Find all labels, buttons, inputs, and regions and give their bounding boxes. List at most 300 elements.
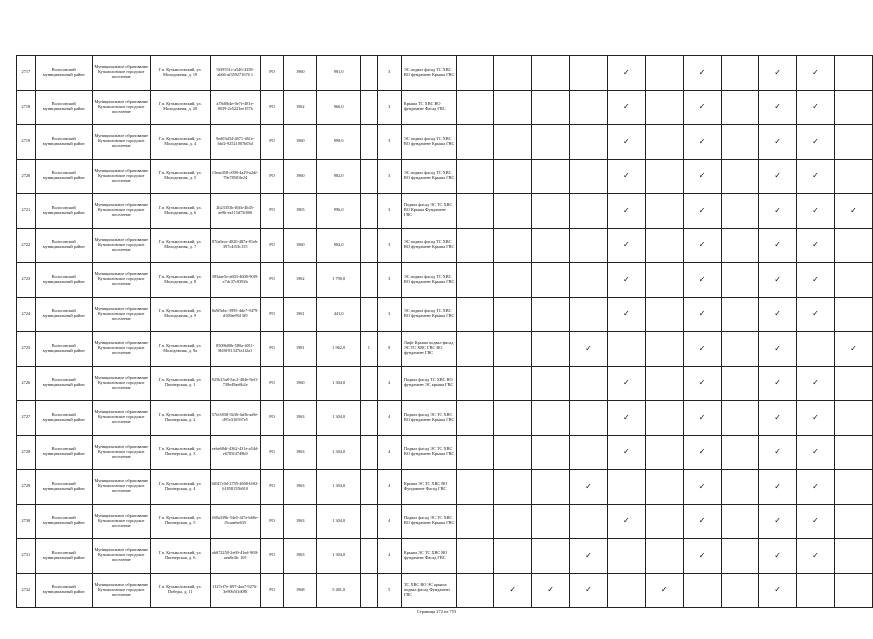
area-cell: 996,0 (317, 194, 361, 229)
checkmark-cell (607, 332, 645, 367)
elevator-count-cell (361, 125, 378, 160)
address-cell: Г.п. Кузьмоловский, ул. Молодежная, д. 6 (150, 194, 210, 229)
guid-cell: 8509b00b-580a-4011-8b98-81347fa1f2a1 (210, 332, 260, 367)
checkmark-cell (721, 56, 759, 91)
area-cell: 982,0 (317, 159, 361, 194)
works-list-cell: Подвал фасад ЭС ТС ХВС ВО фундамент Крыша ГВС (401, 435, 456, 470)
guid-cell: f68a339b-54e5-4f7a-b60e-f5caaebe635 (210, 504, 260, 539)
checkmark-cell (834, 366, 872, 401)
guid-cell: a78d0b4e-0e7e-481e-8039-2e5221ee157b (210, 90, 260, 125)
checkmark-cell (834, 297, 872, 332)
checkmark-cell: ✓ (607, 297, 645, 332)
works-list-cell: Подвал фасад ЭС ТС ХВС ВО фундамент Крыша ГВС (401, 401, 456, 436)
checkmark-cell (532, 297, 570, 332)
checkmark-cell (532, 470, 570, 505)
checkmark-cell (570, 401, 608, 436)
floors-cell: 3 (377, 297, 401, 332)
checkmark-cell (834, 159, 872, 194)
checkmark-cell: ✓ (607, 159, 645, 194)
checkmark-cell (456, 125, 494, 160)
district-cell: Волосовский муниципальный район (35, 297, 92, 332)
year-cell: 1960 (284, 56, 317, 91)
works-list-cell: Подвал фасад ТС ХВС ВО фундамент ЭС крыша ГВС (401, 366, 456, 401)
checkmark-cell (456, 366, 494, 401)
checkmark-cell (721, 435, 759, 470)
checkmark-cell: ✓ (532, 573, 570, 608)
table-row (17, 539, 873, 574)
checkmark-cell (645, 159, 683, 194)
checkmark-cell: ✓ (759, 401, 797, 436)
row-number-cell: 2730 (17, 504, 36, 539)
address-cell: Г.п. Кузьмоловский, ул. Пионерская, д. 6 (150, 539, 210, 574)
checkmark-cell (721, 366, 759, 401)
table-row (17, 90, 873, 125)
row-number-cell: 2723 (17, 263, 36, 298)
checkmark-cell: ✓ (570, 573, 608, 608)
checkmark-cell: ✓ (759, 263, 797, 298)
address-cell: Г.п. Кузьмоловский, ул. Пионерская, д. 4 (150, 470, 210, 505)
table-row (17, 470, 873, 505)
checkmark-cell: ✓ (607, 56, 645, 91)
elevator-count-cell (361, 401, 378, 436)
table-row (17, 366, 873, 401)
checkmark-cell (570, 435, 608, 470)
checkmark-cell: ✓ (797, 90, 835, 125)
checkmark-cell (607, 573, 645, 608)
type-cell: РО (260, 470, 283, 505)
checkmark-cell: ✓ (759, 470, 797, 505)
area-cell: 1 304,0 (317, 401, 361, 436)
checkmark-cell: ✓ (683, 332, 721, 367)
checkmark-cell (494, 366, 532, 401)
type-cell: РО (260, 263, 283, 298)
checkmark-cell: ✓ (759, 194, 797, 229)
register-table (16, 55, 873, 608)
checkmark-cell (456, 90, 494, 125)
checkmark-cell (494, 401, 532, 436)
row-number-cell: 2725 (17, 332, 36, 367)
checkmark-cell (834, 470, 872, 505)
guid-cell: f127ef7e-ff97-4aa7-9276-3e90b5f1d08f (210, 573, 260, 608)
municipality-cell: Муниципальное образование Кузьмоловское городское поселение (92, 194, 150, 229)
district-cell: Волосовский муниципальный район (35, 56, 92, 91)
checkmark-cell: ✓ (607, 504, 645, 539)
type-cell: РО (260, 539, 283, 574)
row-number-cell: 2729 (17, 470, 36, 505)
floors-cell: 3 (377, 159, 401, 194)
municipality-cell: Муниципальное образование Кузьмоловское городское поселение (92, 332, 150, 367)
area-cell: 5 481,0 (317, 573, 361, 608)
checkmark-cell: ✓ (607, 263, 645, 298)
checkmark-cell (570, 159, 608, 194)
guid-cell: 9f39551c-a546-4358-ab66-af359271676 1 (210, 56, 260, 91)
floors-cell: 3 (377, 263, 401, 298)
checkmark-cell: ✓ (759, 159, 797, 194)
checkmark-cell (721, 504, 759, 539)
year-cell: 1960 (284, 366, 317, 401)
address-cell: Г.п. Кузьмоловский, ул. Молодежная, д. 4 (150, 125, 210, 160)
table-row (17, 228, 873, 263)
type-cell: РО (260, 159, 283, 194)
works-list-cell: Крыша ТС ХВС ВО фундамент Фасад ГВС (401, 90, 456, 125)
checkmark-cell (834, 573, 872, 608)
checkmark-cell: ✓ (797, 297, 835, 332)
address-cell: Г.п. Кузьмоловский, ул. Молодежная, д. 7 (150, 228, 210, 263)
checkmark-cell (456, 504, 494, 539)
checkmark-cell: ✓ (683, 539, 721, 574)
checkmark-cell (570, 297, 608, 332)
district-cell: Волосовский муниципальный район (35, 504, 92, 539)
row-number-cell: 2719 (17, 125, 36, 160)
type-cell: РО (260, 573, 283, 608)
municipality-cell: Муниципальное образование Кузьмоловское городское поселение (92, 573, 150, 608)
checkmark-cell (494, 504, 532, 539)
table-row (17, 56, 873, 91)
works-list-cell: Крыша ЭС ТС ХВС ВО фундамент Фасад ГВС (401, 539, 456, 574)
checkmark-cell (494, 125, 532, 160)
municipality-cell: Муниципальное образование Кузьмоловское городское поселение (92, 56, 150, 91)
year-cell: 1963 (284, 435, 317, 470)
table-row (17, 504, 873, 539)
checkmark-cell (570, 90, 608, 125)
guid-cell: 925b15a8-5ac2-404e-9ef1-738e49ae6b2e (210, 366, 260, 401)
year-cell: 1963 (284, 504, 317, 539)
area-cell: 981,0 (317, 56, 361, 91)
district-cell: Волосовский муниципальный район (35, 263, 92, 298)
checkmark-cell (721, 332, 759, 367)
area-cell: 1 304,0 (317, 504, 361, 539)
year-cell: 1961 (284, 297, 317, 332)
row-number-cell: 2727 (17, 401, 36, 436)
address-cell: Г.п. Кузьмоловский, ул. Молодежная, д. 20 (150, 90, 210, 125)
elevator-count-cell (361, 263, 378, 298)
checkmark-cell (456, 573, 494, 608)
floors-cell: 3 (377, 194, 401, 229)
checkmark-cell (607, 539, 645, 574)
guid-cell: f3eae458-c098-4a29-a2df-79e785f0fe24 (210, 159, 260, 194)
checkmark-cell (721, 263, 759, 298)
checkmark-cell: ✓ (494, 573, 532, 608)
guid-cell: 8a9f5ebc-3995-4de7-9479-d109ae9613f9 (210, 297, 260, 332)
checkmark-cell: ✓ (797, 504, 835, 539)
area-cell: 982,0 (317, 228, 361, 263)
row-number-cell: 2720 (17, 159, 36, 194)
checkmark-cell: ✓ (607, 401, 645, 436)
works-list-cell: Подвал фасад ЭС ТС ХВС ВО Крыша Фундамент ГВС (401, 194, 456, 229)
checkmark-cell (456, 435, 494, 470)
checkmark-cell: ✓ (570, 539, 608, 574)
checkmark-cell: ✓ (759, 573, 797, 608)
checkmark-cell (645, 366, 683, 401)
checkmark-cell: ✓ (797, 159, 835, 194)
guid-cell: 393aae5e-a603-4608-90f9-e7dc37c8392b (210, 263, 260, 298)
checkmark-cell (721, 470, 759, 505)
checkmark-cell (532, 435, 570, 470)
municipality-cell: Муниципальное образование Кузьмоловское городское поселение (92, 435, 150, 470)
elevator-count-cell (361, 573, 378, 608)
year-cell: 1962 (284, 263, 317, 298)
checkmark-cell (834, 125, 872, 160)
checkmark-cell: ✓ (797, 228, 835, 263)
type-cell: РО (260, 435, 283, 470)
checkmark-cell: ✓ (797, 470, 835, 505)
type-cell: РО (260, 194, 283, 229)
checkmark-cell (456, 228, 494, 263)
elevator-count-cell (361, 435, 378, 470)
checkmark-cell: ✓ (759, 228, 797, 263)
district-cell: Волосовский муниципальный район (35, 366, 92, 401)
municipality-cell: Муниципальное образование Кузьмоловское городское поселение (92, 125, 150, 160)
checkmark-cell (532, 504, 570, 539)
elevator-count-cell (361, 504, 378, 539)
checkmark-cell: ✓ (834, 194, 872, 229)
row-number-cell: 2721 (17, 194, 36, 229)
table-row (17, 297, 873, 332)
guid-cell: ab672250-2e69-41ed-9f8f-aea8e4fc 105 (210, 539, 260, 574)
checkmark-cell: ✓ (607, 435, 645, 470)
checkmark-cell: ✓ (797, 194, 835, 229)
year-cell: 1960 (284, 125, 317, 160)
checkmark-cell: ✓ (797, 125, 835, 160)
table-row (17, 332, 873, 367)
checkmark-cell (456, 194, 494, 229)
checkmark-cell (797, 573, 835, 608)
checkmark-cell: ✓ (607, 125, 645, 160)
row-number-cell: 2722 (17, 228, 36, 263)
guid-cell: 87fa0ece-4020-487a-81eb-397c4f53c155 (210, 228, 260, 263)
type-cell: РО (260, 504, 283, 539)
checkmark-cell (456, 470, 494, 505)
checkmark-cell (494, 332, 532, 367)
checkmark-cell (494, 228, 532, 263)
district-cell: Волосовский муниципальный район (35, 401, 92, 436)
checkmark-cell (834, 401, 872, 436)
checkmark-cell (721, 573, 759, 608)
checkmark-cell (570, 504, 608, 539)
year-cell: 1960 (284, 228, 317, 263)
floors-cell: 3 (377, 90, 401, 125)
checkmark-cell (645, 90, 683, 125)
checkmark-cell (494, 56, 532, 91)
checkmark-cell (797, 332, 835, 367)
elevator-count-cell (361, 539, 378, 574)
page-number: Страница 272 из 753 (416, 609, 457, 614)
table-row (17, 159, 873, 194)
municipality-cell: Муниципальное образование Кузьмоловское городское поселение (92, 297, 150, 332)
checkmark-cell: ✓ (759, 56, 797, 91)
checkmark-cell (456, 263, 494, 298)
type-cell: РО (260, 332, 283, 367)
checkmark-cell: ✓ (683, 90, 721, 125)
floors-cell: 3 (377, 125, 401, 160)
checkmark-cell (456, 332, 494, 367)
guid-cell: 57fe3838-5b36-4a0b-aa9e-d91e316597e5 (210, 401, 260, 436)
year-cell: 1968 (284, 573, 317, 608)
checkmark-cell: ✓ (683, 504, 721, 539)
row-number-cell: 2717 (17, 56, 36, 91)
floors-cell: 4 (377, 470, 401, 505)
checkmark-cell (721, 125, 759, 160)
type-cell: РО (260, 228, 283, 263)
checkmark-cell: ✓ (834, 332, 872, 367)
checkmark-cell: ✓ (759, 125, 797, 160)
checkmark-cell: ✓ (683, 401, 721, 436)
row-number-cell: 2718 (17, 90, 36, 125)
type-cell: РО (260, 56, 283, 91)
elevator-count-cell (361, 56, 378, 91)
checkmark-cell (607, 470, 645, 505)
checkmark-cell: ✓ (683, 194, 721, 229)
checkmark-cell (456, 297, 494, 332)
municipality-cell: Муниципальное образование Кузьмоловское городское поселение (92, 539, 150, 574)
elevator-count-cell (361, 159, 378, 194)
checkmark-cell (570, 263, 608, 298)
checkmark-cell (834, 90, 872, 125)
floors-cell: 4 (377, 435, 401, 470)
checkmark-cell (645, 504, 683, 539)
checkmark-cell (834, 435, 872, 470)
checkmark-cell: ✓ (759, 90, 797, 125)
address-cell: Г.п. Кузьмоловский, ул. Молодежная, д. 19 (150, 56, 210, 91)
checkmark-cell: ✓ (797, 56, 835, 91)
checkmark-cell: ✓ (607, 228, 645, 263)
floors-cell: 4 (377, 504, 401, 539)
guid-cell: 6f047c9d-2795-4608-b9f2-61858155b910 (210, 470, 260, 505)
checkmark-cell (645, 228, 683, 263)
checkmark-cell (721, 401, 759, 436)
district-cell: Волосовский муниципальный район (35, 539, 92, 574)
checkmark-cell (570, 228, 608, 263)
floors-cell: 4 (377, 401, 401, 436)
area-cell: 441,0 (317, 297, 361, 332)
checkmark-cell (456, 159, 494, 194)
table-body (17, 56, 873, 608)
row-number-cell: 2732 (17, 573, 36, 608)
checkmark-cell (721, 194, 759, 229)
works-list-cell: ЭС подвал фасад ТС ХВС ВО фундамент Крыша ГВС (401, 125, 456, 160)
table-row (17, 573, 873, 608)
floors-cell: 3 (377, 228, 401, 263)
area-cell: 1 962,0 (317, 332, 361, 367)
checkmark-cell (645, 125, 683, 160)
address-cell: Г.п. Кузьмоловский, ул. Пионерская, д. 5 (150, 504, 210, 539)
elevator-count-cell (361, 228, 378, 263)
district-cell: Волосовский муниципальный район (35, 470, 92, 505)
floors-cell: 4 (377, 366, 401, 401)
table-row (17, 263, 873, 298)
address-cell: Г.п. Кузьмоловский, ул. Молодежная, д. 5 (150, 159, 210, 194)
checkmark-cell (834, 228, 872, 263)
checkmark-cell: ✓ (683, 263, 721, 298)
checkmark-cell: ✓ (683, 56, 721, 91)
floors-cell: 4 (377, 539, 401, 574)
address-cell: Г.п. Кузьмоловский, ул. Молодежная, д. 9а (150, 332, 210, 367)
checkmark-cell: ✓ (570, 470, 608, 505)
checkmark-cell (721, 297, 759, 332)
checkmark-cell: ✓ (797, 435, 835, 470)
area-cell: 1 304,0 (317, 539, 361, 574)
checkmark-cell (494, 159, 532, 194)
area-cell: 1 304,0 (317, 470, 361, 505)
checkmark-cell: ✓ (683, 125, 721, 160)
checkmark-cell (645, 332, 683, 367)
checkmark-cell: ✓ (645, 573, 683, 608)
checkmark-cell (721, 539, 759, 574)
checkmark-cell (456, 539, 494, 574)
table-row (17, 435, 873, 470)
works-list-cell: ЭС подвал фасад ТС ХВС ВО фундамент Крыша ГВС (401, 297, 456, 332)
district-cell: Волосовский муниципальный район (35, 573, 92, 608)
checkmark-cell (494, 539, 532, 574)
checkmark-cell (645, 470, 683, 505)
checkmark-cell: ✓ (570, 332, 608, 367)
works-list-cell: Крыша ЭС ТС ХВС ВО Фундамент Фасад ГВС (401, 470, 456, 505)
checkmark-cell (721, 159, 759, 194)
checkmark-cell (645, 263, 683, 298)
checkmark-cell (532, 159, 570, 194)
year-cell: 1963 (284, 470, 317, 505)
checkmark-cell (645, 435, 683, 470)
checkmark-cell (645, 401, 683, 436)
address-cell: Г.п. Кузьмоловский, ул. Молодежная, д. 8 (150, 263, 210, 298)
year-cell: 1962 (284, 90, 317, 125)
municipality-cell: Муниципальное образование Кузьмоловское городское поселение (92, 159, 150, 194)
checkmark-cell (834, 263, 872, 298)
type-cell: РО (260, 366, 283, 401)
checkmark-cell: ✓ (759, 435, 797, 470)
year-cell: 1960 (284, 159, 317, 194)
checkmark-cell (494, 263, 532, 298)
checkmark-cell: ✓ (797, 366, 835, 401)
area-cell: 1 304,0 (317, 435, 361, 470)
district-cell: Волосовский муниципальный район (35, 90, 92, 125)
year-cell: 1963 (284, 401, 317, 436)
checkmark-cell (532, 366, 570, 401)
checkmark-cell (834, 504, 872, 539)
type-cell: РО (260, 90, 283, 125)
municipality-cell: Муниципальное образование Кузьмоловское городское поселение (92, 470, 150, 505)
checkmark-cell (532, 539, 570, 574)
elevator-count-cell: 1 (361, 332, 378, 367)
checkmark-cell: ✓ (607, 90, 645, 125)
type-cell: РО (260, 125, 283, 160)
works-list-cell: ЭС подвал фасад ТС ХВС ВО фундамент Крыша ГВС (401, 228, 456, 263)
district-cell: Волосовский муниципальный район (35, 435, 92, 470)
municipality-cell: Муниципальное образование Кузьмоловское городское поселение (92, 401, 150, 436)
checkmark-cell (532, 228, 570, 263)
checkmark-cell (834, 539, 872, 574)
checkmark-cell (532, 263, 570, 298)
works-list-cell: ЭС подвал фасад ТС ХВС ВО фундамент Крыша ГВС (401, 159, 456, 194)
area-cell: 998,0 (317, 125, 361, 160)
row-number-cell: 2726 (17, 366, 36, 401)
checkmark-cell (532, 125, 570, 160)
elevator-count-cell (361, 297, 378, 332)
municipality-cell: Муниципальное образование Кузьмоловское городское поселение (92, 90, 150, 125)
municipality-cell: Муниципальное образование Кузьмоловское городское поселение (92, 366, 150, 401)
checkmark-cell (834, 56, 872, 91)
address-cell: Г.п. Кузьмоловский, ул. Пионерская, д. 3 (150, 435, 210, 470)
checkmark-cell (570, 125, 608, 160)
checkmark-cell (532, 332, 570, 367)
row-number-cell: 2724 (17, 297, 36, 332)
checkmark-cell (683, 573, 721, 608)
checkmark-cell (645, 194, 683, 229)
district-cell: Волосовский муниципальный район (35, 159, 92, 194)
district-cell: Волосовский муниципальный район (35, 194, 92, 229)
year-cell: 1965 (284, 194, 317, 229)
table-row (17, 401, 873, 436)
